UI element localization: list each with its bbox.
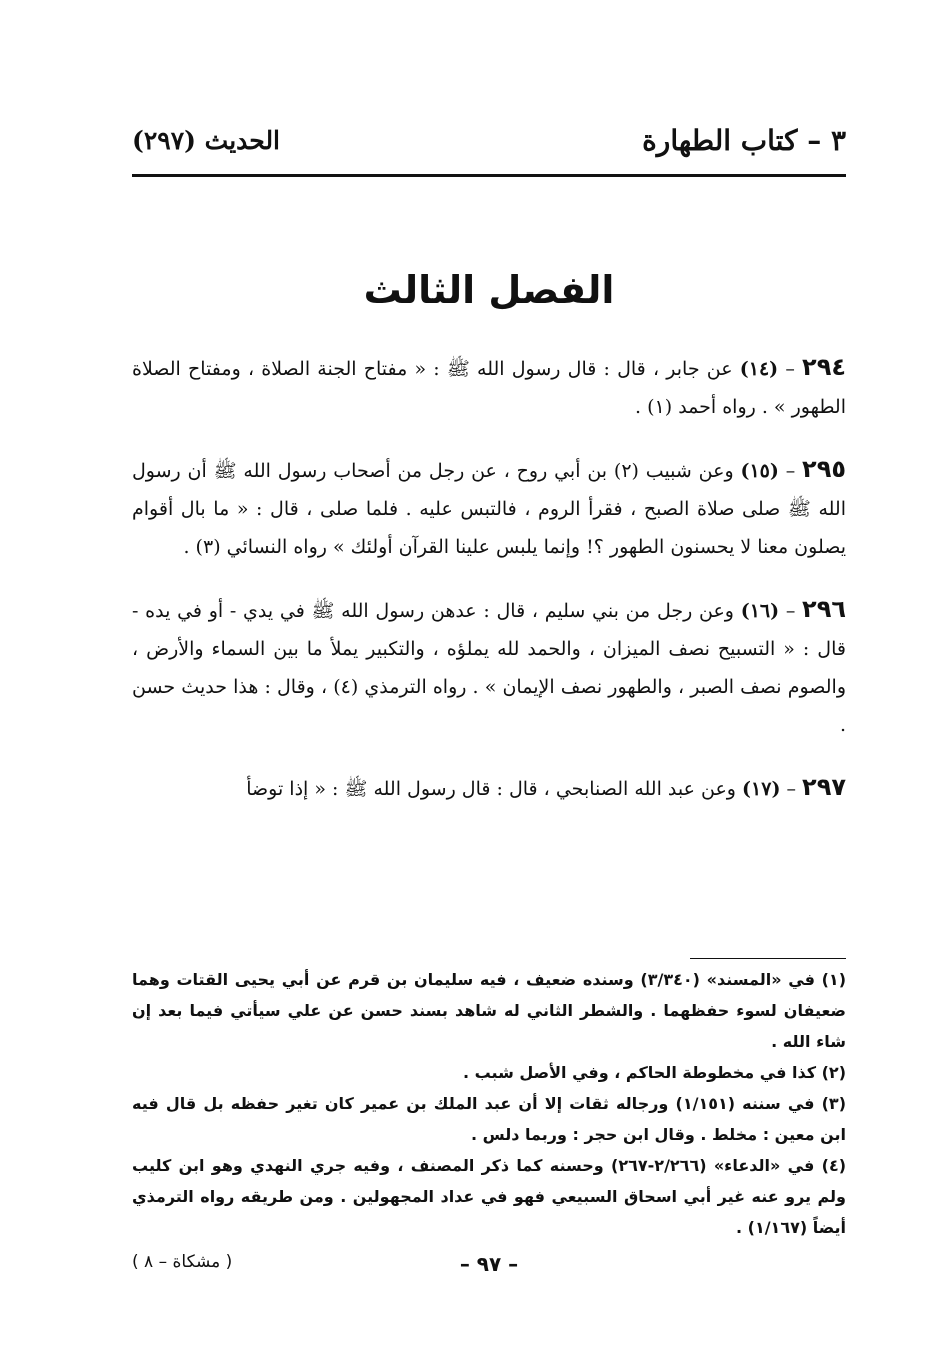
footnote: (٢) كذا في مخطوطة الحاكم ، وفي الأصل شبب . xyxy=(462,1063,846,1082)
hadith-ref: (١٤) xyxy=(739,358,779,380)
header-hadith-range: الحديث (٢٩٧) xyxy=(132,125,281,155)
hadith-text: عن جابر ، قال : قال رسول الله ﷺ : « مفتاح الجنة الصلاة ، ومفتاح الصلاة الطهور » . رواه أحمد (١) . xyxy=(132,358,846,418)
hadith-ref: (١٧) xyxy=(742,778,781,800)
page-footer xyxy=(132,1252,846,1282)
section-title: الفصل الثالث xyxy=(363,268,615,312)
footnote: (٣) في سننه (١/١٥١) ورجاله ثقات إلا أن عبد الملك بن عمير كان تغير حفظه بل قال فيه ابن معين : مخلط . وقال ابن حجر : وربما دلس . xyxy=(132,1094,846,1144)
footnote: (٤) في «الدعاء» (٢/٢٦٦-٢٦٧) وحسنه كما ذكر المصنف ، وفيه جري النهدي وهو ابن كليب ولم يرو عنه غير أبي اسحاق السبيعي فهو في عداد المجهولين . ومن طريقه رواه الترمذي أيضاً (١/١٦٧) . xyxy=(132,1156,847,1237)
hadith-entry: ٢٩٥ – (١٥) وعن شبيب (٢) بن أبي روح ، عن رجل من أصحاب رسول الله ﷺ أن رسول الله ﷺ صلى صلاة الصبح ، فقرأ الروم ، فالتبس عليه . فلما صلى ، قال : « ما بال أقوام يصلون معنا لا يحسنون الطهور ؟! وإنما يلبس علينا القرآن أولئك » رواه النسائي (٣) . xyxy=(132,455,846,558)
hadith-entry: ٢٩٤ – (١٤) عن جابر ، قال : قال رسول الله ﷺ : « مفتاح الجنة الصلاة ، ومفتاح الصلاة الطهور » . رواه أحمد (١) . xyxy=(132,353,846,418)
hadith-text: وعن شبيب (٢) بن أبي روح ، عن رجل من أصحاب رسول الله ﷺ أن رسول الله ﷺ صلى صلاة الصبح ، فقرأ الروم ، فالتبس عليه . فلما صلى ، قال : « ما بال أقوام يصلون معنا لا يحسنون الطهور ؟! وإنما يلبس علينا القرآن أولئك » رواه النسائي (٣) . xyxy=(132,460,846,558)
header-book-title: ٣ – كتاب الطهارة xyxy=(642,123,846,157)
page-number: – ٩٧ – xyxy=(459,1252,519,1276)
footnote-rule xyxy=(690,958,846,959)
header-rule xyxy=(132,174,846,177)
hadith-list xyxy=(132,348,846,832)
hadith-number: ٢٩٦ xyxy=(802,595,846,623)
running-header xyxy=(132,118,846,162)
hadith-number: ٢٩٤ xyxy=(802,353,846,381)
footnotes xyxy=(132,964,846,1243)
hadith-text: وعن رجل من بني سليم ، قال : عدهن رسول الله ﷺ في يدي - أو في يده - قال : « التسبيح نصف الميزان ، والحمد لله يملؤه ، والتكبير يملأ ما بين السماء والأرض ، والصوم نصف الصبر ، والطهور نصف الإيمان » . رواه الترمذي (٤) ، وقال : هذا حديث حسن . xyxy=(132,600,846,736)
hadith-entry: ٢٩٧ – (١٧) وعن عبد الله الصنابحي ، قال : قال رسول الله ﷺ : « إذا توضأ xyxy=(246,773,846,801)
hadith-number: ٢٩٧ xyxy=(802,773,846,801)
hadith-number: ٢٩٥ xyxy=(802,455,846,483)
hadith-text: وعن عبد الله الصنابحي ، قال : قال رسول الله ﷺ : « إذا توضأ xyxy=(246,778,736,800)
hadith-entry: ٢٩٦ – (١٦) وعن رجل من بني سليم ، قال : عدهن رسول الله ﷺ في يدي - أو في يده - قال : « التسبيح نصف الميزان ، والحمد لله يملؤه ، والتكبير يملأ ما بين السماء والأرض ، والصوم نصف الصبر ، والطهور نصف الإيمان » . رواه الترمذي (٤) ، وقال : هذا حديث حسن . xyxy=(132,595,846,736)
print-signature: ( مشكاة – ٨ ) xyxy=(132,1252,233,1272)
hadith-ref: (١٥) xyxy=(740,460,779,482)
hadith-ref: (١٦) xyxy=(740,600,780,622)
footnote: (١) في «المسند» (٣/٣٤٠) وسنده ضعيف ، فيه سليمان بن قرم عن أبي يحيى القتات وهما ضعيفان لسوء حفظهما . والشطر الثاني له شاهد بسند حسن عن علي سيأتي فيما بعد إن شاء الله . xyxy=(132,970,846,1051)
